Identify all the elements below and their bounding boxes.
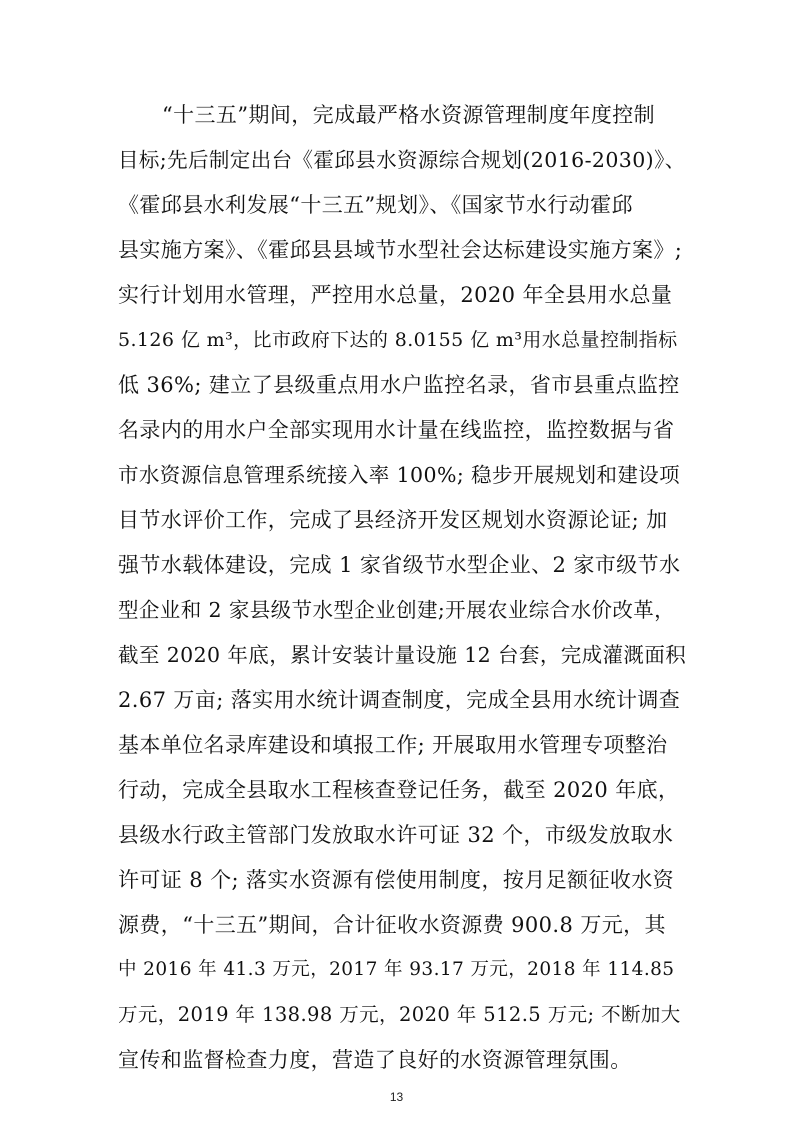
paragraph-line: 《霍邱县水利发展“十三五”规划》、《国家节水行动霍邱 bbox=[118, 193, 633, 217]
paragraph-line: 强节水载体建设，完成 1 家省级节水型企业、2 家市级节水 bbox=[118, 553, 681, 577]
paragraph-line: 中 2016 年 41.3 万元，2017 年 93.17 万元，2018 年 114.85 bbox=[118, 959, 675, 980]
paragraph-line: 目标;先后制定出台《霍邱县水资源综合规划(2016-2030)》、 bbox=[118, 148, 686, 172]
paragraph-line: 目节水评价工作，完成了县经济开发区规划水资源论证; 加 bbox=[118, 508, 668, 532]
paragraph-line: 5.126 亿 m³，比市政府下达的 8.0155 亿 m³用水总量控制指标 bbox=[118, 329, 678, 351]
paragraph-line: 行动，完成全县取水工程核查登记任务，截至 2020 年底， bbox=[118, 778, 680, 802]
paragraph-line: 源费，“十三五”期间，合计征收水资源费 900.8 万元，其 bbox=[118, 913, 666, 937]
paragraph-line: 实行计划用水管理，严控用水总量，2020 年全县用水总量 bbox=[118, 283, 673, 307]
paragraph-line: 名录内的用水户全部实现用水计量在线监控，监控数据与省 bbox=[118, 418, 675, 442]
paragraph-line: 县级水行政主管部门发放取水许可证 32 个，市级发放取水 bbox=[118, 823, 674, 847]
page-number: 13 bbox=[389, 1090, 404, 1104]
paragraph-line: 低 36%; 建立了县级重点用水户监控名录，省市县重点监控 bbox=[118, 373, 680, 397]
paragraph-line: 基本单位名录库建设和填报工作; 开展取用水管理专项整治 bbox=[118, 733, 668, 757]
paragraph-line: 2.67 万亩; 落实用水统计调查制度，完成全县用水统计调查 bbox=[118, 688, 681, 712]
paragraph-line: “十三五”期间，完成最严格水资源管理制度年度控制 bbox=[162, 103, 656, 127]
paragraph-line: 宣传和监督检查力度，营造了良好的水资源管理氛围。 bbox=[118, 1048, 632, 1072]
paragraph-line: 许可证 8 个; 落实水资源有偿使用制度，按月足额征收水资 bbox=[118, 868, 675, 892]
paragraph-line: 市水资源信息管理系统接入率 100%; 稳步开展规划和建设项 bbox=[118, 463, 681, 487]
paragraph-line: 截至 2020 年底，累计安装计量设施 12 台套，完成灌溉面积 bbox=[118, 643, 687, 667]
paragraph-line: 型企业和 2 家县级节水型企业创建;开展农业综合水价改革， bbox=[118, 598, 676, 622]
paragraph-line: 万元，2019 年 138.98 万元，2020 年 512.5 万元; 不断加大 bbox=[118, 1003, 681, 1026]
paragraph-line: 县实施方案》、《霍邱县县域节水型社会达标建设实施方案》; bbox=[118, 238, 683, 262]
